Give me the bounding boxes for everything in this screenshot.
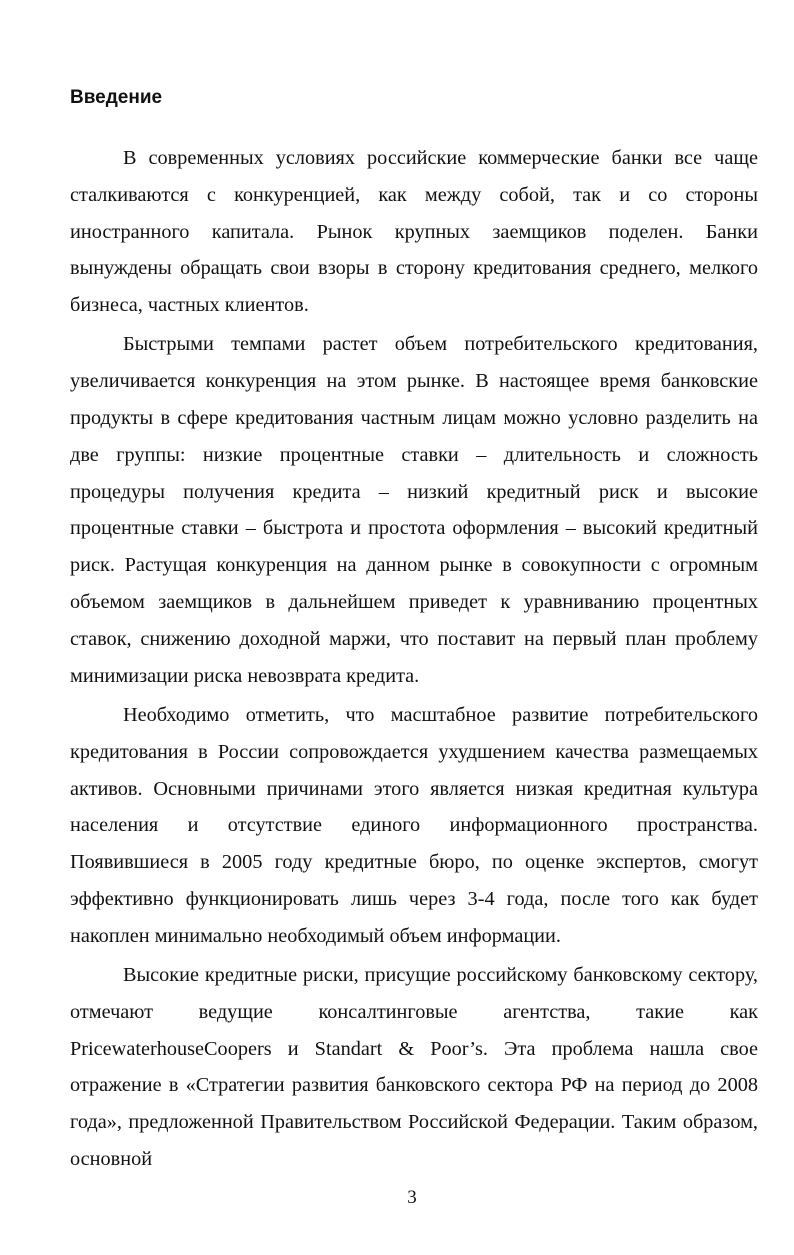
- paragraph: В современных условиях российские коммерческие банки все чаще сталкиваются с конкуренцией, как между собой, так и со стороны иностранного капитала. Рынок крупных заемщиков поделен. Банки вынуждены обращать свои взоры в сторону кредитования среднего, мелкого бизнеса, частных клиентов.: [70, 147, 758, 317]
- paragraph: Необходимо отметить, что масштабное развитие потребительского кредитования в России сопровождается ухудшением качества размещаемых активов. Основными причинами этого является низкая кредитная культура населения и отсутствие единого информационного пространства. Появившиеся в 2005 году кредитные бюро, по оценке экспертов, смогут эффективно функционировать лишь через 3-4 года, после того как будет накоплен минимально необходимый объем информации.: [70, 703, 758, 947]
- page-number: 3: [407, 1187, 417, 1208]
- paragraph: Высокие кредитные риски, присущие российскому банковскому сектору, отмечают ведущие консалтинговые агентства, такие как PricewaterhouseCoopers и Standart & Poor’s. Эта проблема нашла свое отражение в «Стратегии развития банковского сектора РФ на период до 2008 года», предложенной Правительством Российской Федерации. Таким образом, основной: [70, 964, 758, 1171]
- body-text: [70, 140, 758, 1178]
- paragraph: Быстрыми темпами растет объем потребительского кредитования, увеличивается конкуренция на этом рынке. В настоящее время банковские продукты в сфере кредитования частным лицам можно условно разделить на две группы: низкие процентные ставки – длительность и сложность процедуры получения кредита – низкий кредитный риск и высокие процентные ставки – быстрота и простота оформления – высокий кредитный риск. Растущая конкуренция на данном рынке в совокупности с огромным объемом заемщиков в дальнейшем приведет к уравниванию процентных ставок, снижению доходной маржи, что поставит на первый план проблему минимизации риска невозврата кредита.: [70, 333, 758, 687]
- section-heading: Введение: [70, 87, 163, 108]
